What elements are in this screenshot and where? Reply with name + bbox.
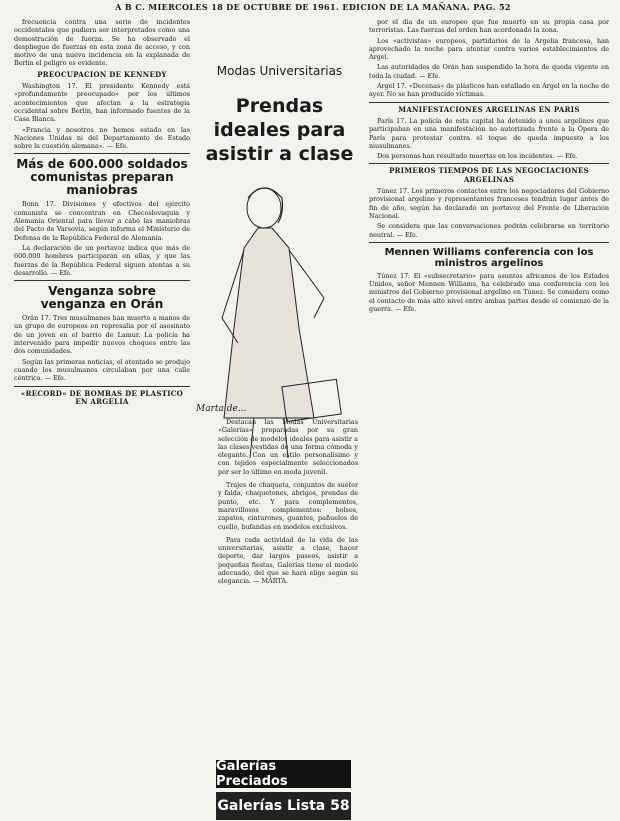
article-text: Washington 17. El presidente Kennedy está «profundamente preocupado» por los últimos acontecimientos que afectan a la estrategia occidental sobre Berlín, han informado fuentes de la Casa Blanca. [14,82,190,124]
article-text: Se considera que las conversaciones podrán celebrarse en territorio neutral. — Efe. [369,222,609,239]
divider [14,153,190,154]
advertisement [196,50,363,814]
article-text: París 17. La policía de esta capital ha detenido a unos argelinos que participaban en una manifestación no autorizada frente a la Ópera de París para protestar contra el toque de queda impuesto a los musulmanes. [369,116,609,150]
ad-banner-lista: Galerías Lista 58 [216,792,351,820]
page-header: A B C. MIERCOLES 18 DE OCTUBRE DE 1961. EDICION DE LA MAÑANA. PAG. 52 [115,2,511,12]
headline: Mennen Williams conferencia con los ministros argelinos [384,246,594,269]
section-heading: PREOCUPACION DE KENNEDY [37,69,167,79]
ad-paragraph: Para cada actividad de la vida de las universitarias, asistir a clase, hacer deporte, dar largos paseos, asistir a pequeñas fiestas, Galerías tiene el modelo adecuado, del que se hará elige según su elegancia. — MARTA. [218,535,358,586]
column-left [14,18,190,409]
divider [369,242,609,243]
article-text: por el día de un europeo que fue muerto en su propia casa por terroristas. Las fuerzas del orden han acordonado la zona. [369,18,609,35]
ad-body [218,418,358,591]
divider [369,163,609,164]
divider [14,386,190,387]
article-text: Dos personas han resultado muertas en los incidentes. — Efe. [377,152,578,161]
section-heading: MANIFESTACIONES ARGELINAS EN PARIS [398,104,580,114]
ad-banner-preciados: Galerías Preciados [216,760,351,788]
article-text: Túnez 17. Los primeros contactos entre los negociadores del Gobierno provisional argelino y representantes franceses tendrán lugar antes de fin de año, según ha declarado un portavoz del Frente de Liberación Nacional. [369,187,609,220]
column-right [369,18,609,315]
article-text: Según las primeras noticias, el atentado se produjo cuando los musulmanes circulaban por una calle céntrica. — Efe. [14,357,190,383]
article-text: frecuencia contra una serie de incidentes occidentales que pudiera ser interpretados como una demostración de fuerza. Se ha observado el despliegue de fuerzas en esta zona de acceso, y con motivo de una nueva incidencia en la explanada de Berlín el peligro es evidente. [14,18,190,68]
article-text: Bonn 17. Divisiones y efectivos del ejército comunista se concentran en Checoslovaquia y Alemania Oriental para llevar a cabo las maniobras del Pacto de Varsovia, según informa el Ministerio de Defensa de la República Federal de Alemania. [14,200,190,242]
article-text: La declaración de un portavoz indica que más de 600.000 hombres participarán en ellas, y que las fuerzas de la República Federal siguen atentas a su desarrollo. — Efe. [14,243,190,277]
article-text: «Francia y nosotros no hemos estado en las Naciones Unidas ni del Departamento de Estado sobre la cuestión alemana». — Efe. [14,125,190,151]
headline: Más de 600.000 soldados comunistas preparan maniobras [16,157,188,198]
article-text: Orán 17. Tres musulmanes han muerto a manos de un grupo de europeos en represalia por el asesinato de un joven en el barrio de Lamur. La policía ha intervenido para impedir nuevos choques entre las dos comunidades. [14,314,190,356]
divider [369,102,609,103]
divider [14,280,190,281]
ad-brand: Modas Universitarias [216,64,343,78]
article-text: Las autoridades de Orán han suspendido la hora de queda vigente en toda la ciudad. — Efe. [369,63,609,80]
ad-paragraph: Destacan las Modas Universitarias «Galerías» preparadas por su gran selección de modelos ideales para asistir a las clases vestidas de una forma cómoda y elegante. Con un estilo personalísimo y con tejidos especialmente seleccionados por ser lo último en moda juvenil. [218,418,358,476]
section-heading: «RECORD» DE BOMBAS DE PLASTICO EN ARGELIA [20,388,184,406]
article-text: Los «activistas» europeos, partidarios de la Argelia francesa, han aprovechado la noche para atentar contra varios establecimientos de Argel. [369,36,609,62]
section-heading: PRIMEROS TIEMPOS DE LAS NEGOCIACIONES ARGELINAS [389,166,589,184]
headline: Venganza sobre venganza en Orán [40,284,164,312]
ad-title: Prendas ideales para asistir a clase [205,95,354,165]
illustration-caption: Marta de... [196,404,247,414]
ad-paragraph: Trajes de chaqueta, conjuntos de suéter y falda, chaquetones, abrigos, prendas de punto, etc. Y para complementos, maravillosos complementos: bolsos, zapatos, cinturones, guantes, pañuelos de cuello, bufandas en modelos exclusivos. [218,481,358,531]
article-text: Túnez 17. El «subsecretario» para asuntos africanos de los Estados Unidos, señor Mennen Williams, ha celebrado una conferencia con los ministros del Gobierno provisional argelino en Túnez. Se considera como el contacto de más alto nivel entre ambas partes desde el comienzo de la guerra. — Efe. [369,271,609,314]
article-text: Argel 17. «Decenas» de plásticos han estallado en Argel en la noche de ayer. No se han producido víctimas. [369,82,609,99]
